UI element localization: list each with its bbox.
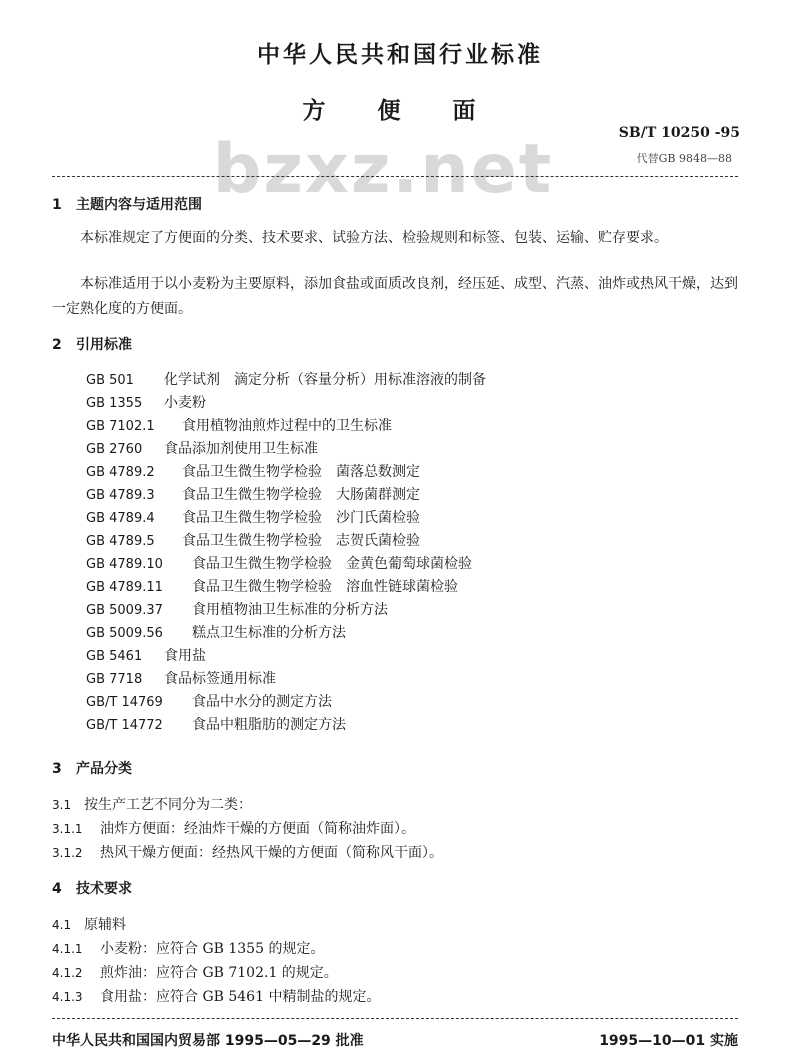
section-number: 2 xyxy=(52,337,62,353)
reference-code: GB 2760 xyxy=(86,442,143,457)
reference-title: 食用植物油卫生标准的分析方法 xyxy=(192,602,388,618)
clause-number: 4.1.3 xyxy=(52,990,83,1004)
reference-code: GB 4789.3 xyxy=(86,488,155,503)
clause-text: 食用盐：应符合 GB 5461 中精制盐的规定。 xyxy=(100,989,381,1005)
reference-title: 食用盐 xyxy=(164,648,206,664)
clause-text: 小麦粉：应符合 GB 1355 的规定。 xyxy=(100,941,325,957)
section-title: 产品分类 xyxy=(76,761,132,777)
reference-code: GB 4789.5 xyxy=(86,534,155,549)
reference-item xyxy=(86,530,420,550)
reference-code: GB 5009.56 xyxy=(86,626,163,641)
reference-title: 化学试剂 滴定分析（容量分析）用标准溶液的制备 xyxy=(164,372,486,388)
header-divider xyxy=(52,176,738,177)
clause-item xyxy=(52,818,415,838)
reference-item xyxy=(86,691,332,711)
clause-text: 按生产工艺不同分为二类： xyxy=(84,797,252,813)
clause-item xyxy=(52,962,338,982)
clause-number: 4.1 xyxy=(52,918,72,932)
reference-item xyxy=(86,576,458,596)
clause-text: 煎炸油：应符合 GB 7102.1 的规定。 xyxy=(100,965,338,981)
reference-title: 食品中粗脂肪的测定方法 xyxy=(192,717,346,733)
reference-code: GB 5461 xyxy=(86,649,143,664)
reference-title: 食品卫生微生物学检验 志贺氏菌检验 xyxy=(182,533,420,549)
clause-number: 4.1.1 xyxy=(52,942,83,956)
reference-item xyxy=(86,645,206,665)
reference-item xyxy=(86,484,420,504)
document-title: 方 便 面 xyxy=(302,98,498,124)
reference-item xyxy=(86,714,346,734)
section-1-heading xyxy=(52,194,202,214)
clause-item xyxy=(52,842,443,862)
clause-number: 3.1 xyxy=(52,798,72,812)
reference-title: 食品中水分的测定方法 xyxy=(192,694,332,710)
reference-item xyxy=(86,622,346,642)
section-title: 技术要求 xyxy=(76,881,132,897)
reference-item xyxy=(86,553,472,573)
reference-code: GB/T 14769 xyxy=(86,695,163,710)
clause-item xyxy=(52,938,324,958)
clause-number: 3.1.2 xyxy=(52,846,83,860)
reference-title: 小麦粉 xyxy=(164,395,206,411)
reference-title: 食用植物油煎炸过程中的卫生标准 xyxy=(182,418,392,434)
reference-item xyxy=(86,392,206,412)
clause-text: 原辅料 xyxy=(84,917,126,933)
section-4-heading xyxy=(52,878,132,898)
reference-title: 食品卫生微生物学检验 大肠菌群测定 xyxy=(182,487,420,503)
section-1-paragraph-1: 本标准规定了方便面的分类、技术要求、试验方法、检验规则和标签、包装、运输、贮存要求。 xyxy=(80,230,668,246)
reference-item xyxy=(86,369,486,389)
reference-code: GB 501 xyxy=(86,373,134,388)
section-number: 4 xyxy=(52,881,62,897)
approval-note: 中华人民共和国国内贸易部 1995—05—29 批准 xyxy=(52,1033,364,1049)
reference-code: GB 7102.1 xyxy=(86,419,155,434)
effective-date: 1995—10—01 实施 xyxy=(599,1033,738,1049)
clause-number: 3.1.1 xyxy=(52,822,83,836)
watermark: bzxz.net xyxy=(212,130,554,209)
reference-title: 食品卫生微生物学检验 金黄色葡萄球菌检验 xyxy=(192,556,472,572)
reference-title: 食品卫生微生物学检验 沙门氏菌检验 xyxy=(182,510,420,526)
reference-code: GB 4789.10 xyxy=(86,557,163,572)
standard-code: SB/T 10250 -95 xyxy=(618,125,740,141)
reference-title: 食品卫生微生物学检验 溶血性链球菌检验 xyxy=(192,579,458,595)
clause-item xyxy=(52,794,252,814)
reference-title: 食品添加剂使用卫生标准 xyxy=(164,441,318,457)
reference-item xyxy=(86,668,276,688)
reference-code: GB 4789.4 xyxy=(86,511,155,526)
section-2-heading xyxy=(52,334,132,354)
clause-number: 4.1.2 xyxy=(52,966,83,980)
reference-code: GB/T 14772 xyxy=(86,718,163,733)
clause-text: 油炸方便面：经油炸干燥的方便面（简称油炸面）。 xyxy=(100,821,415,837)
reference-title: 食品标签通用标准 xyxy=(164,671,276,687)
section-3-heading xyxy=(52,758,132,778)
reference-code: GB 5009.37 xyxy=(86,603,163,618)
section-title: 主题内容与适用范围 xyxy=(76,197,202,213)
standard-category-heading: 中华人民共和国行业标准 xyxy=(257,42,543,68)
reference-item xyxy=(86,415,392,435)
reference-item xyxy=(86,438,318,458)
reference-code: GB 4789.2 xyxy=(86,465,155,480)
replaces-standard: 代替GB 9848—88 xyxy=(636,152,732,165)
reference-title: 糕点卫生标准的分析方法 xyxy=(192,625,346,641)
section-number: 1 xyxy=(52,197,62,213)
reference-item xyxy=(86,599,388,619)
section-1-paragraph-2: 本标准适用于以小麦粉为主要原料，添加食盐或面质改良剂，经压延、成型、汽蒸、油炸或热风干燥，达到一定熟化度的方便面。 xyxy=(52,276,738,317)
reference-item xyxy=(86,507,420,527)
reference-code: GB 7718 xyxy=(86,672,143,687)
footer-divider xyxy=(52,1018,738,1019)
clause-item xyxy=(52,986,380,1006)
section-number: 3 xyxy=(52,761,62,777)
reference-title: 食品卫生微生物学检验 菌落总数测定 xyxy=(182,464,420,480)
reference-code: GB 1355 xyxy=(86,396,143,411)
clause-item xyxy=(52,914,126,934)
clause-text: 热风干燥方便面：经热风干燥的方便面（简称风干面）。 xyxy=(100,845,443,861)
reference-code: GB 4789.11 xyxy=(86,580,163,595)
section-title: 引用标准 xyxy=(76,337,132,353)
reference-item xyxy=(86,461,420,481)
